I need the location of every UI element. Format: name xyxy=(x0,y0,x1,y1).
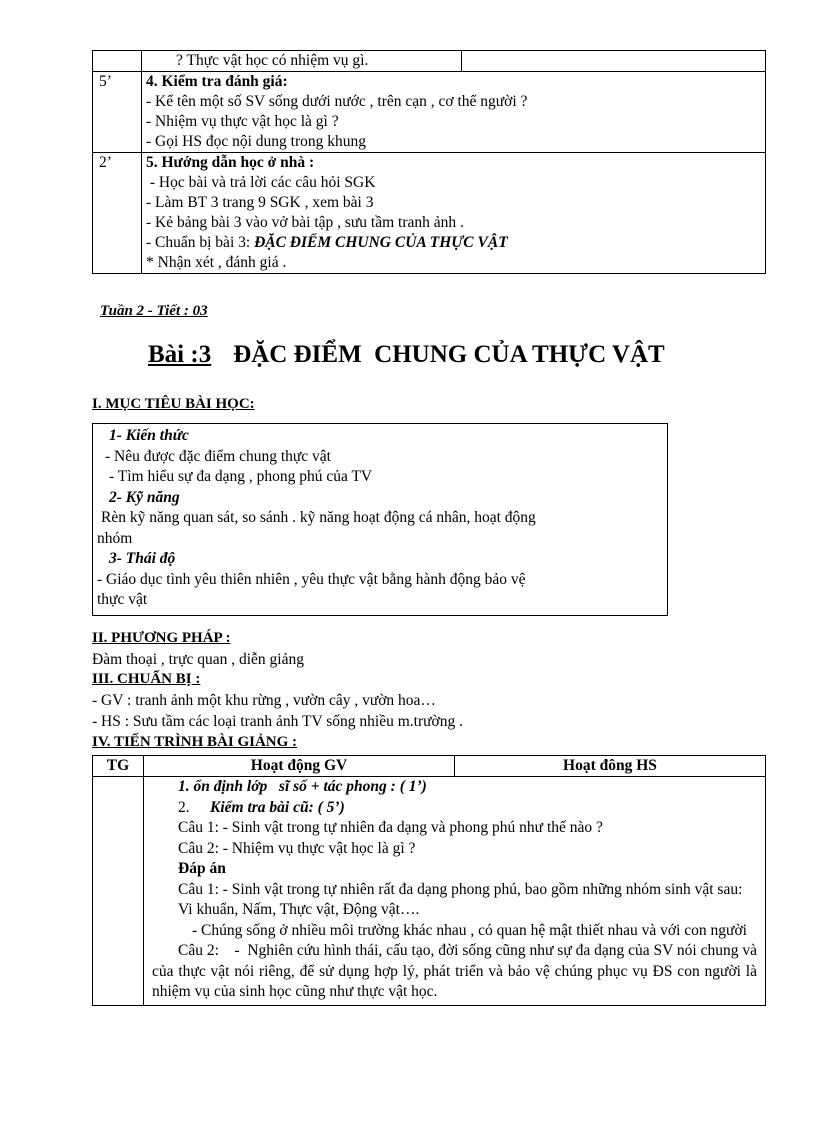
lesson-heading xyxy=(148,341,665,369)
lesson-title: ĐẶC ĐIỂM CHUNG CỦA THỰC VẬT xyxy=(233,341,665,368)
step2-title: Kiểm tra bài cũ: ( 5’) xyxy=(210,798,345,816)
question-2: Câu 2: - Nhiệm vụ thực vật học là gì ? xyxy=(178,839,416,857)
question-1: Câu 1: - Sinh vật trong tự nhiên đa dạng và phong phú như thế nào ? xyxy=(178,819,603,836)
row-line: - Kể tên một số SV sống dưới nước , trên cạn , cơ thể người ? xyxy=(146,93,528,110)
attitude-line: thực vật xyxy=(97,591,148,608)
prep-title: ĐẶC ĐIỂM CHUNG CỦA THỰC VẬT xyxy=(254,234,508,251)
row-line: * Nhận xét , đánh giá . xyxy=(146,254,287,271)
objectives-box xyxy=(92,423,668,616)
header-tg: TG xyxy=(93,756,144,777)
content-cell xyxy=(142,72,766,153)
attitude-line: - Giáo dục tình yêu thiên nhiên , yêu thực vật bằng hành động bảo vệ xyxy=(97,570,526,588)
question-text: ? Thực vật học có nhiệm vụ gì. xyxy=(176,52,369,69)
week-label: Tuần 2 - Tiết : 03 xyxy=(100,303,208,319)
student-cell xyxy=(462,51,766,72)
row-line: - Gọi HS đọc nội dung trong khung xyxy=(146,133,367,150)
answer-1-groups: Vi khuẩn, Nấm, Thực vật, Động vật…. xyxy=(178,901,420,918)
answer-1-habitat: - Chúng sống ở nhiều môi trường khác nhau , có quan hệ mật thiết nhau và với con người xyxy=(192,921,747,939)
header-hs: Hoạt đông HS xyxy=(455,756,766,777)
section-prep-title: III. CHUẨN BỊ : xyxy=(92,671,201,687)
table-row xyxy=(93,777,766,1006)
time-cell: 5’ xyxy=(93,72,142,153)
content-cell xyxy=(142,51,462,72)
attitude-heading: 3- Thái độ xyxy=(109,550,176,567)
prep-gv-text: - GV : tranh ảnh một khu rừng , vườn cây , vườn hoa… xyxy=(92,692,436,709)
table-row xyxy=(93,72,766,153)
lesson-number: Bài :3 xyxy=(148,341,212,368)
knowledge-line: - Nêu được đặc điểm chung thực vật xyxy=(105,447,331,465)
row-line: - Học bài và trả lời các câu hỏi SGK xyxy=(146,174,376,191)
header-gv: Hoạt động GV xyxy=(144,756,455,777)
answer-1: Câu 1: - Sinh vật trong tự nhiên rất đa dạng phong phú, bao gồm những nhóm sinh vật sau: xyxy=(178,880,743,898)
time-cell: 2’ xyxy=(93,153,142,274)
answer-2: Câu 2: - Nghiên cứu hình thái, cấu tạo, đời sống cũng như sự đa dạng của SV nói chung và của thực vật nói riêng, để sử dụng hợp lý, phát triển và bảo vệ chúng phục vụ ĐS con người là nhiệm vụ của sinh học cũng như thực vật học. xyxy=(152,942,761,1000)
step2-number: 2. xyxy=(178,798,190,816)
section-method-title: II. PHƯƠNG PHÁP : xyxy=(92,630,231,646)
top-lesson-table xyxy=(92,50,766,274)
lesson-procedure-table xyxy=(92,755,766,1006)
row-line: - Nhiệm vụ thực vật học là gì ? xyxy=(146,113,339,130)
step1-text: 1. ổn định lớp sĩ số + tác phong : ( 1’) xyxy=(178,778,427,795)
prep-line xyxy=(146,233,761,253)
time-cell xyxy=(93,777,144,1006)
skills-line: nhóm xyxy=(97,529,133,547)
step2-line xyxy=(152,798,757,819)
table-row xyxy=(93,51,766,72)
prep-prefix: - Chuẩn bị bài 3: xyxy=(146,234,255,251)
row-heading: 4. Kiểm tra đánh giá: xyxy=(146,73,288,90)
section-objectives-title: I. MỤC TIÊU BÀI HỌC: xyxy=(92,396,255,412)
row-line: - Làm BT 3 trang 9 SGK , xem bài 3 xyxy=(146,194,374,211)
content-cell xyxy=(142,153,766,274)
table-header-row xyxy=(93,756,766,777)
prep-hs-text: - HS : Sưu tầm các loại tranh ảnh TV sống nhiều m.trường . xyxy=(92,713,463,730)
skills-line: Rèn kỹ năng quan sát, so sánh . kỹ năng hoạt động cá nhân, hoạt động xyxy=(101,509,536,526)
knowledge-line: - Tìm hiểu sự đa dạng , phong phú của TV xyxy=(109,468,373,485)
table-row xyxy=(93,153,766,274)
teacher-activity-cell xyxy=(144,777,766,1006)
time-cell xyxy=(93,51,142,72)
knowledge-heading: 1- Kiến thức xyxy=(109,427,189,444)
answer-heading: Đáp án xyxy=(178,860,226,877)
section-procedure-title: IV. TIẾN TRÌNH BÀI GIẢNG : xyxy=(92,734,298,750)
row-line: - Kẻ bảng bài 3 vào vở bài tập , sưu tầm tranh ảnh . xyxy=(146,214,464,231)
skills-heading: 2- Kỹ năng xyxy=(109,488,180,506)
method-text: Đàm thoại , trực quan , diễn giảng xyxy=(92,651,304,668)
row-heading: 5. Hướng dẫn học ở nhà : xyxy=(146,154,315,171)
